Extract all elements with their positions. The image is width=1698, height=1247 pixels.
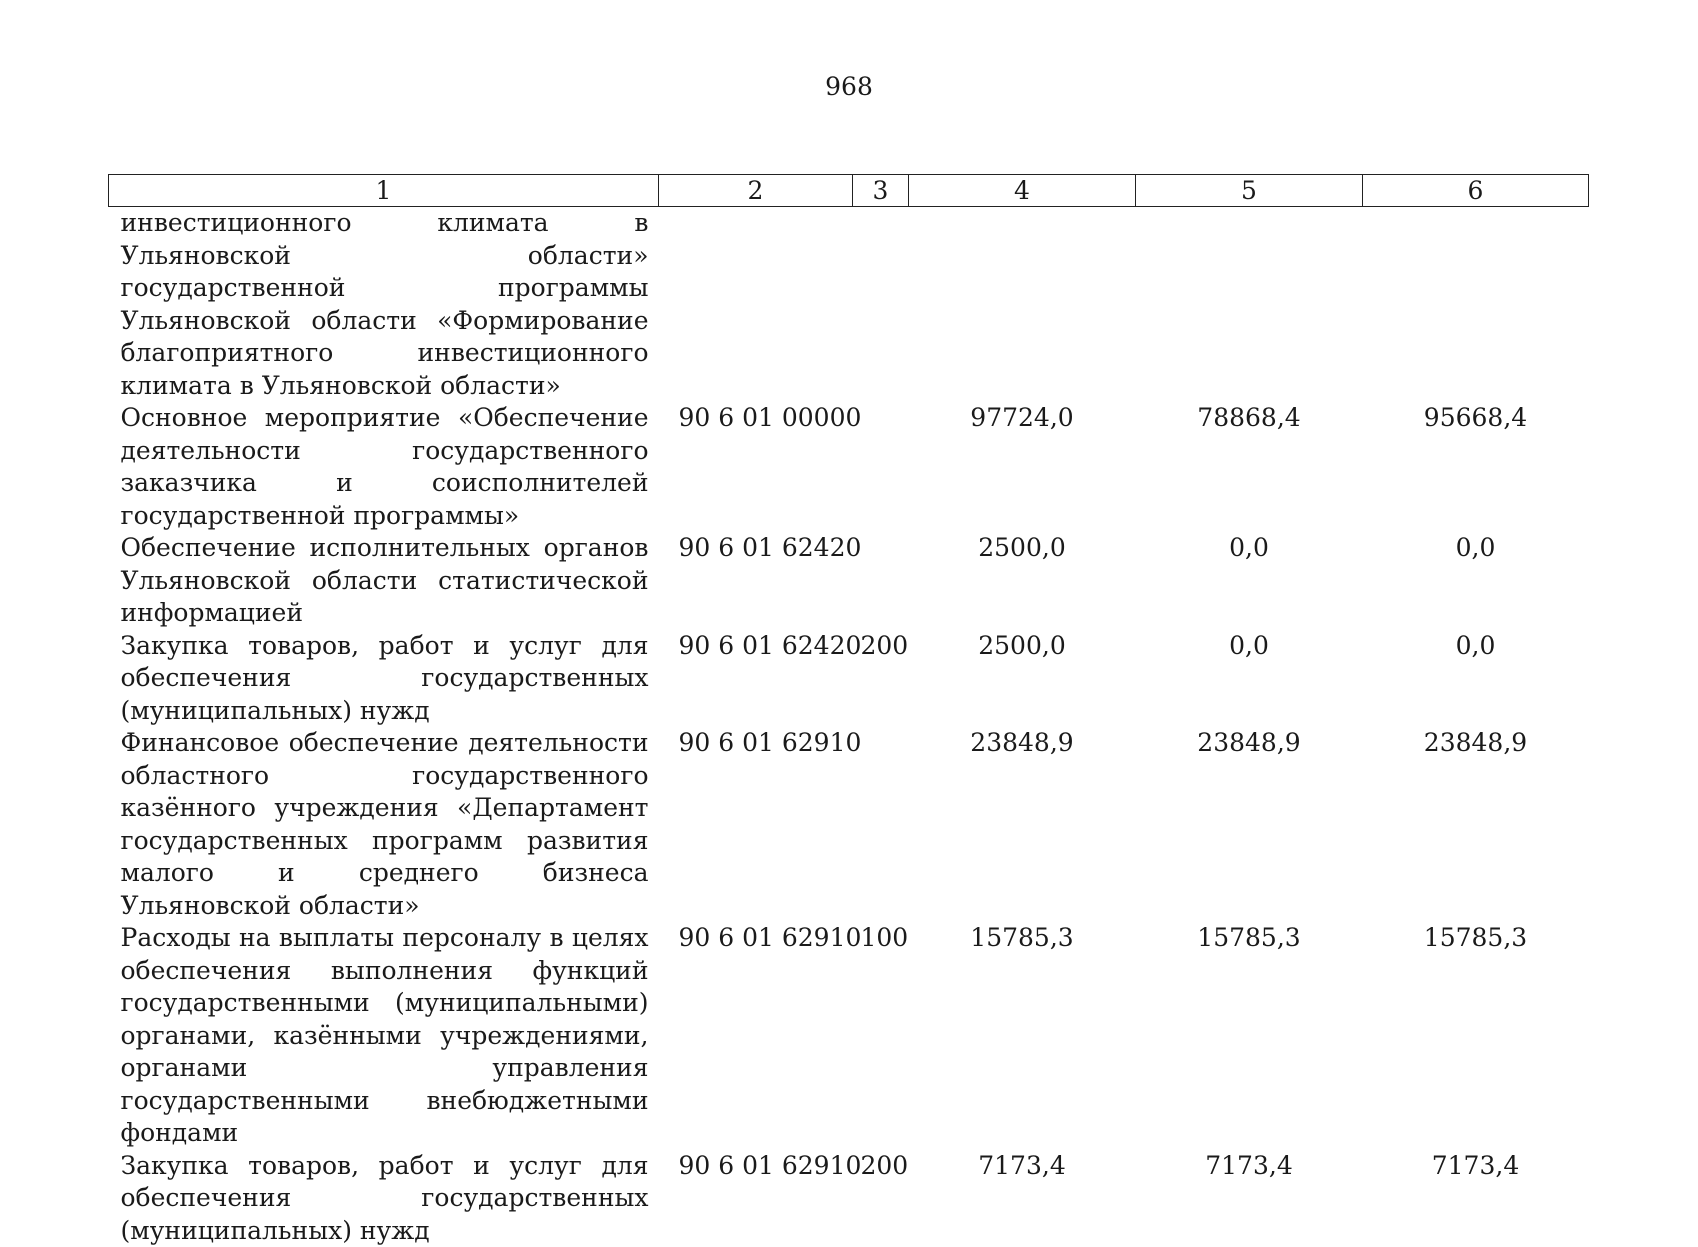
amount-col-6: 95668,4: [1363, 402, 1589, 532]
row-name: Расходы на выплаты персоналу в целях обеспечения выполнения функций государственными (муниципальными) органами, казёнными учреждениями, органами управления государственными внебюджетными фондами: [109, 922, 659, 1150]
column-number: 5: [1136, 175, 1363, 207]
amount-col-6: 0,0: [1363, 532, 1589, 630]
target-code: 90 6 01 62420: [659, 630, 853, 728]
amount-col-5: 0,0: [1136, 630, 1363, 728]
amount-col-4: 97724,0: [909, 402, 1136, 532]
target-code: 90 6 01 00000: [659, 402, 853, 532]
amount-col-4: 15785,3: [909, 922, 1136, 1150]
amount-col-4: 7173,4: [909, 1150, 1136, 1247]
table-row: [109, 922, 1589, 1150]
row-name: Финансовое обеспечение деятельности областного государственного казённого учреждения «Департамент государственных программ развития малого и среднего бизнеса Ульяновской области»: [109, 727, 659, 922]
table-row: [109, 532, 1589, 630]
amount-col-6: [1363, 207, 1589, 403]
column-number: 1: [109, 175, 659, 207]
page-number: 968: [0, 72, 1698, 101]
table-row: [109, 207, 1589, 403]
table-row: [109, 1150, 1589, 1247]
amount-col-6: 7173,4: [1363, 1150, 1589, 1247]
amount-col-4: [909, 207, 1136, 403]
column-number: 4: [909, 175, 1136, 207]
row-name: инвестиционного климата в Ульяновской области» государственной программы Ульяновской области «Формирование благоприятного инвестиционного климата в Ульяновской области»: [109, 207, 659, 403]
column-number: 6: [1363, 175, 1589, 207]
amount-col-6: 23848,9: [1363, 727, 1589, 922]
amount-col-4: 23848,9: [909, 727, 1136, 922]
column-number: 3: [853, 175, 909, 207]
column-number-row: [109, 175, 1589, 207]
amount-col-5: 23848,9: [1136, 727, 1363, 922]
target-code: 90 6 01 62420: [659, 532, 853, 630]
row-name: Основное мероприятие «Обеспечение деятельности государственного заказчика и соисполнителей государственной программы»: [109, 402, 659, 532]
amount-col-4: 2500,0: [909, 630, 1136, 728]
amount-col-5: 7173,4: [1136, 1150, 1363, 1247]
expense-type-code: [853, 207, 909, 403]
row-name: Закупка товаров, работ и услуг для обеспечения государственных (муниципальных) нужд: [109, 1150, 659, 1247]
target-code: 90 6 01 62910: [659, 727, 853, 922]
expense-type-code: 200: [853, 1150, 909, 1247]
target-code: 90 6 01 62910: [659, 922, 853, 1150]
amount-col-5: [1136, 207, 1363, 403]
expense-type-code: 100: [853, 922, 909, 1150]
budget-table: [108, 174, 1589, 1247]
column-number: 2: [659, 175, 853, 207]
target-code: [659, 207, 853, 403]
row-name: Закупка товаров, работ и услуг для обеспечения государственных (муниципальных) нужд: [109, 630, 659, 728]
amount-col-5: 78868,4: [1136, 402, 1363, 532]
amount-col-5: 0,0: [1136, 532, 1363, 630]
amount-col-6: 0,0: [1363, 630, 1589, 728]
target-code: 90 6 01 62910: [659, 1150, 853, 1247]
table-row: [109, 630, 1589, 728]
amount-col-4: 2500,0: [909, 532, 1136, 630]
row-name: Обеспечение исполнительных органов Ульяновской области статистической информацией: [109, 532, 659, 630]
expense-type-code: 200: [853, 630, 909, 728]
table-row: [109, 727, 1589, 922]
table-row: [109, 402, 1589, 532]
amount-col-5: 15785,3: [1136, 922, 1363, 1150]
amount-col-6: 15785,3: [1363, 922, 1589, 1150]
